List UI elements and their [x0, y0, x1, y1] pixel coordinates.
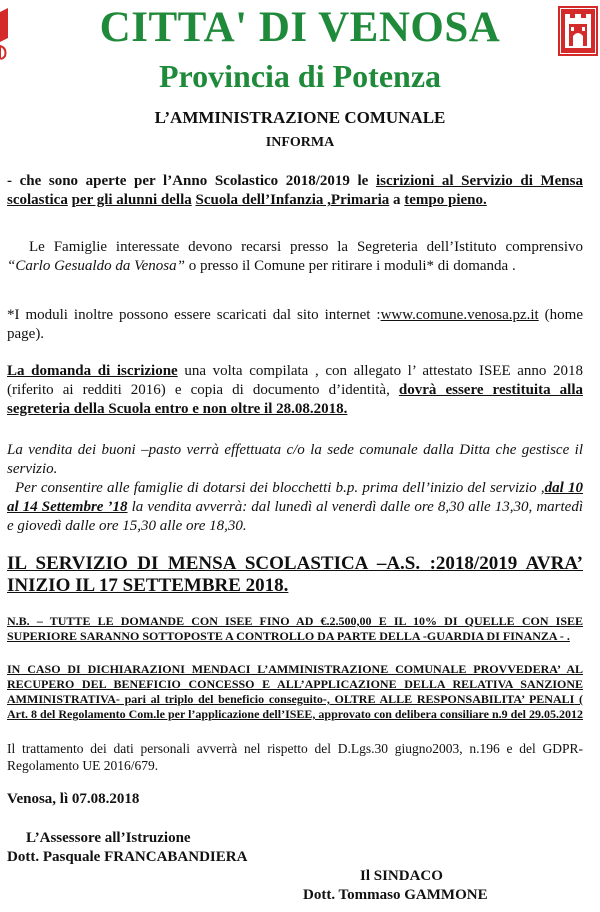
paragraph-application: La domanda di iscrizione una volta compilata , con allegato l’ attestato ISEE anno 2018 (riferito ai redditi 2016) e copia di documento d’identità, dovrà essere restituita alla segreteria della Scuola entro e non oltre il 28.08.2018. — [7, 363, 583, 417]
page-title: CITTA' DI VENOSA — [99, 4, 501, 51]
mayor-name: Dott. Tommaso GAMMONE — [303, 887, 488, 903]
page-subtitle: Provincia di Potenza — [158, 58, 442, 94]
document-date: Venosa, lì 07.08.2018 — [7, 791, 140, 807]
administration-heading: L’AMMINISTRAZIONE COMUNALE — [154, 108, 446, 127]
nb-false-declarations: IN CASO DI DICHIARAZIONI MENDACI L’AMMINISTRAZIONE COMUNALE PROVVEDERA’ AL RECUPERO DEL BENEFICIO CONCESSO E ALL’APPLICAZIONE DELLA RELATIVA SANZIONE AMMINISTRATIVA- pari al triplo del beneficio conseguito-, OLTRE ALLE RESPONSABILITA’ PENALI ( Art. 8 del Regolamento Com.le per l’applicazione dell’ISEE, approvato con delibera consiliare n.9 del 29.05.2012 — [7, 662, 584, 721]
paragraph-meal-vouchers: La vendita dei buoni –pasto verrà effettuata c/o la sede comunale dalla Ditta che gestisce il servizio. — [7, 442, 583, 477]
website-link[interactable]: www.comune.venosa.pz.it — [380, 307, 539, 323]
informs-heading: INFORMA — [265, 135, 335, 150]
assessor-name: Dott. Pasquale FRANCABANDIERA — [7, 849, 248, 865]
paragraph-enrollment: - che sono aperte per l’Anno Scolastico 2018/2019 le iscrizioni al Servizio di Mensa scolastica per gli alunni della Scuola dell’Infanzia ,Primaria a tempo pieno. — [7, 173, 583, 208]
privacy-notice: Il trattamento dei dati personali avverrà nel rispetto del D.Lgs.30 giugno2003, n.196 e del GDPR-Regolamento UE 2016/679. — [7, 741, 583, 773]
service-start-announcement: IL SERVIZIO DI MENSA SCOLASTICA –A.S. :2018/2019 AVRA’ INIZIO IL 17 SETTEMBRE 2018. — [7, 553, 583, 596]
mayor-title: Il SINDACO — [360, 868, 443, 884]
paragraph-sales-schedule: Per consentire alle famiglie di dotarsi dei blocchetti b.p. prima dell’inizio del servizio ,dal 10 al 14 Settembre ’18 la vendita avverrà: dal lunedì al venerdì dalle ore 8,30 alle 13,30, martedì e giovedì dalle ore 15,30 alle ore 18,30. — [7, 480, 583, 534]
paragraph-download: *I moduli inoltre possono essere scaricati dal sito internet :www.comune.venosa.pz.it (home page). — [7, 307, 583, 342]
nb-isee-controls: N.B. – TUTTE LE DOMANDE CON ISEE FINO AD €.2.500,00 E IL 10% DI QUELLE CON ISEE SUPERIORE SARANNO SOTTOPOSTE A CONTROLLO DA PARTE DELLA -GUARDIA DI FINANZA - . — [7, 614, 583, 643]
assessor-title: L’Assessore all’Istruzione — [26, 830, 191, 846]
paragraph-families: Le Famiglie interessate devono recarsi presso la Segreteria dell’Istituto comprensivo “Carlo Gesualdo da Venosa” o presso il Comune per ritirare i moduli* di domanda . — [7, 239, 583, 274]
